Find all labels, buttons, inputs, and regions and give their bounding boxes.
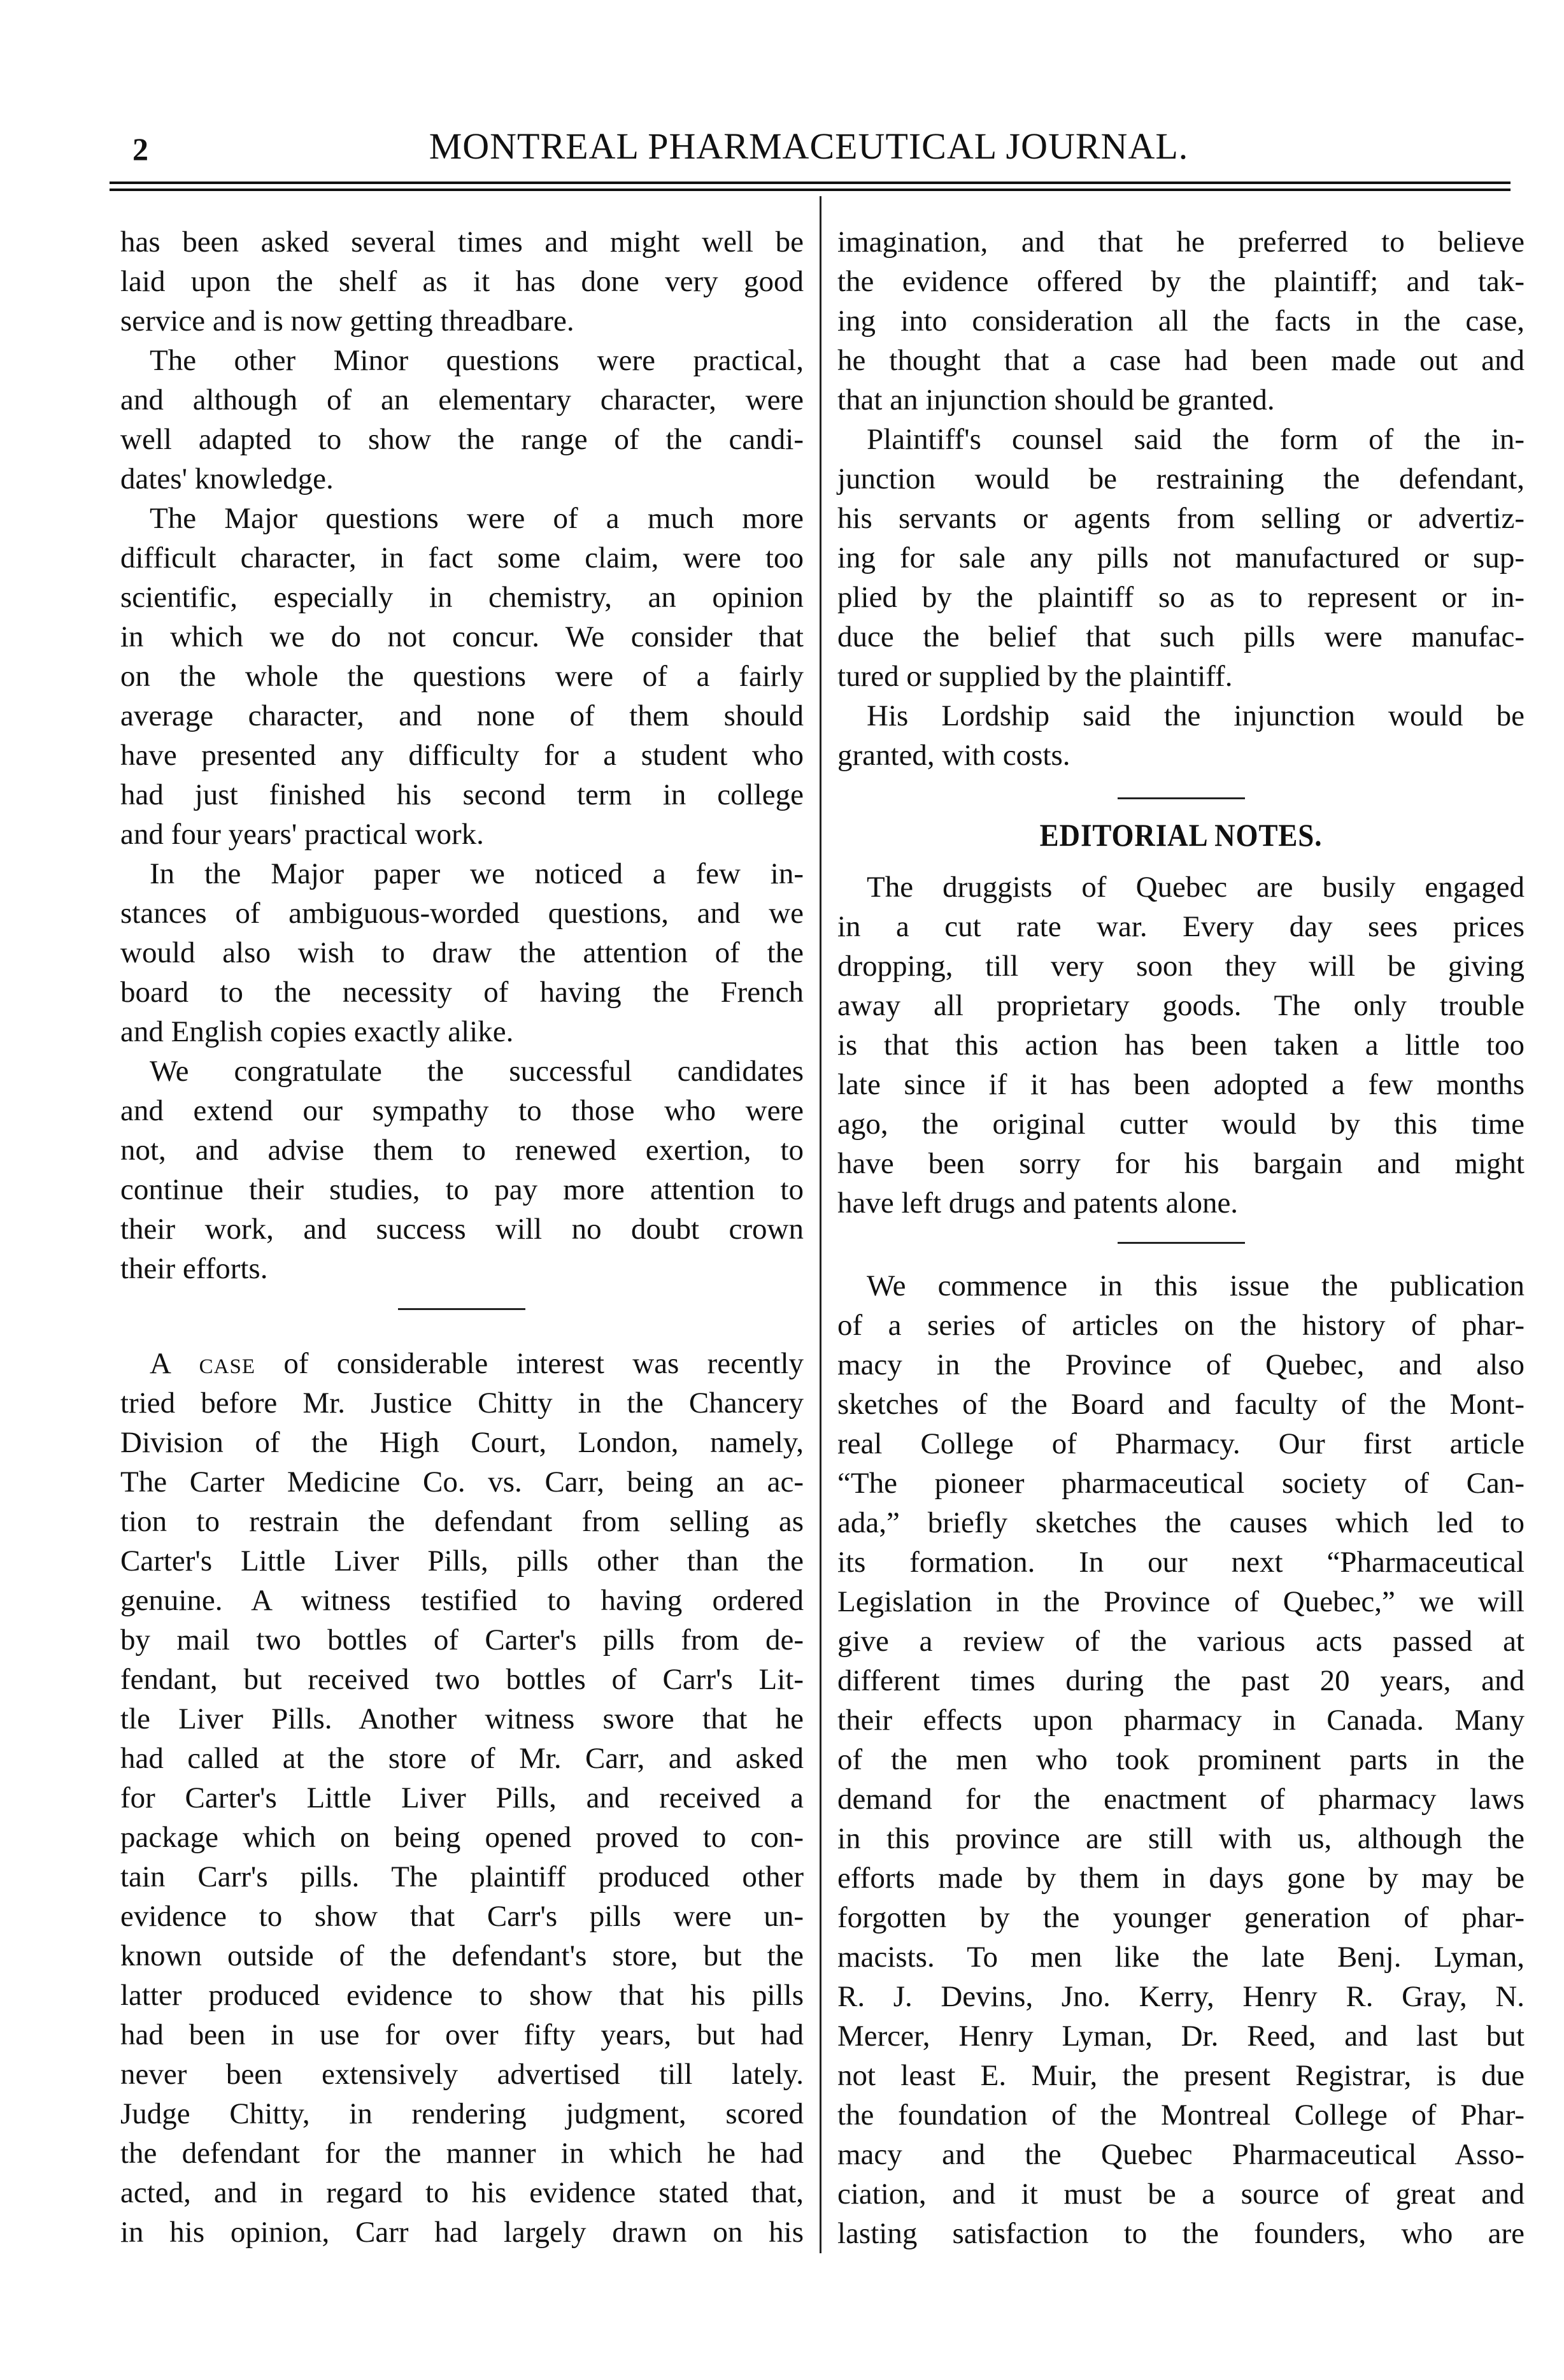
text-line: R. J. Devins, Jno. Kerry, Henry R. Gray, N. [837,1980,1525,2013]
page-number: 2 [132,131,148,167]
lead-in-rest: of considerable interest was recently [283,1347,804,1380]
text-line: Plaintiff's counsel said the form of the in- [867,423,1525,456]
text-line: has been asked several times and might well be [120,225,804,259]
journal-title: MONTREAL PHARMACEUTICAL JOURNAL. [429,125,1189,167]
text-line: of a series of articles on the history of phar- [837,1309,1525,1342]
text-line: their effects upon pharmacy in Canada. Many [837,1704,1525,1737]
text-line: board to the necessity of having the French [120,976,804,1009]
text-line: His Lordship said the injunction would be [867,699,1525,732]
text-line: his servants or agents from selling or advertiz- [837,502,1525,535]
text-line: genuine. A witness testified to having ordered [120,1584,804,1617]
text-line: away all proprietary goods. The only trouble [837,989,1525,1022]
header-rule-top [110,182,1511,184]
column-divider [820,196,821,2253]
text-line: We congratulate the successful candidates [150,1055,804,1088]
text-line: late since if it has been adopted a few months [837,1068,1525,1101]
text-line: average character, and none of them should [120,699,804,732]
text-line: he thought that a case had been made out and [837,344,1525,377]
text-line: had just finished his second term in college [120,778,804,811]
text-line: and English copies exactly alike. [120,1015,514,1048]
text-line: ago, the original cutter would by this time [837,1108,1525,1141]
text-line: lasting satisfaction to the founders, who are [837,2217,1525,2250]
text-line: and extend our sympathy to those who were [120,1094,804,1127]
text-line: Judge Chitty, in rendering judgment, scored [120,2097,804,2130]
text-line: laid upon the shelf as it has done very good [120,265,804,298]
text-line: is that this action has been taken a little too [837,1029,1525,1062]
text-line: macists. To men like the late Benj. Lyman, [837,1941,1525,1974]
text-line: The Carter Medicine Co. vs. Carr, being an ac- [120,1465,804,1499]
text-line: have left drugs and patents alone. [837,1186,1239,1220]
text-line: efforts made by them in days gone by may be [837,1862,1525,1895]
text-line: dates' knowledge. [120,462,334,495]
text-line: tured or supplied by the plaintiff. [837,660,1233,693]
lead-in-small-caps: A case [150,1347,256,1380]
text-line: Division of the High Court, London, namely, [120,1426,804,1459]
right-column-continued-article [837,222,1525,775]
editorial-note-cut-rate-war [837,867,1525,1223]
text-line: latter produced evidence to show that his pills [120,1979,804,2012]
text-line: In the Major paper we noticed a few in- [150,857,804,890]
text-line: dropping, till very soon they will be giving [837,950,1525,983]
text-line: demand for the enactment of pharmacy laws [837,1783,1525,1816]
text-line: real College of Pharmacy. Our first article [837,1427,1525,1460]
text-line: have presented any difficulty for a student who [120,739,804,772]
text-line: granted, with costs. [837,739,1070,772]
text-line: had been in use for over fifty years, but had [120,2018,804,2051]
text-line: ciation, and it must be a source of great and [837,2177,1525,2211]
text-line: give a review of the various acts passed at [837,1625,1525,1658]
text-line: in his opinion, Carr had largely drawn on his [120,2216,804,2249]
text-line: well adapted to show the range of the candi- [120,423,804,456]
text-line: tle Liver Pills. Another witness swore that he [120,1702,804,1735]
text-line: ing for sale any pills not manufactured or sup- [837,541,1525,574]
left-column-continued-article [120,222,804,1288]
text-line: Legislation in the Province of Quebec,” we will [837,1585,1525,1618]
text-line: the evidence offered by the plaintiff; and tak- [837,265,1525,298]
text-line: tion to restrain the defendant from selling as [120,1505,804,1538]
text-line: not least E. Muir, the present Registrar, is due [837,2059,1525,2092]
text-line: The Major questions were of a much more [150,502,804,535]
text-line: package which on being opened proved to con- [120,1821,804,1854]
text-line: ing into consideration all the facts in the case, [837,304,1525,338]
case-article [120,1344,804,2252]
text-line: forgotten by the younger generation of phar- [837,1901,1525,1934]
text-line: junction would be restraining the defendant, [837,462,1525,495]
text-line: “The pioneer pharmaceutical society of Can- [837,1467,1525,1500]
text-line: that an injunction should be granted. [837,383,1275,417]
text-line: not, and advise them to renewed exertion, to [120,1134,804,1167]
text-line: would also wish to draw the attention of the [120,936,804,969]
text-line: fendant, but received two bottles of Carr's Lit- [120,1663,804,1696]
text-line: plied by the plaintiff so as to represent or in- [837,581,1525,614]
text-line: macy and the Quebec Pharmaceutical Asso- [837,2138,1525,2171]
text-line: of the men who took prominent parts in the [837,1743,1525,1776]
text-line: and four years' practical work. [120,818,484,851]
section-rule [1118,797,1245,799]
text-line: Mercer, Henry Lyman, Dr. Reed, and last but [837,2020,1525,2053]
text-line: and although of an elementary character, were [120,383,804,417]
text-line: We commence in this issue the publication [867,1269,1525,1302]
text-line: ada,” briefly sketches the causes which led to [837,1506,1525,1539]
text-line: evidence to show that Carr's pills were un- [120,1900,804,1933]
text-line: stances of ambiguous-worded questions, and we [120,897,804,930]
text-line: never been extensively advertised till lately. [120,2058,804,2091]
text-line: the defendant for the manner in which he had [120,2137,804,2170]
section-rule [1118,1242,1245,1244]
text-line: for Carter's Little Liver Pills, and received a [120,1781,804,1814]
text-line: in a cut rate war. Every day sees prices [837,910,1525,943]
header-rule-bottom [110,189,1511,191]
text-line: different times during the past 20 years, and [837,1664,1525,1697]
text-line: service and is now getting threadbare. [120,304,574,338]
editorial-notes-heading: EDITORIAL NOTES. [1039,817,1323,853]
text-line: tried before Mr. Justice Chitty in the Chancery [120,1386,804,1420]
text-line: in which we do not concur. We consider that [120,620,804,653]
text-line: the foundation of the Montreal College of Phar- [837,2099,1525,2132]
section-rule [398,1308,525,1310]
text-line [120,1344,804,1383]
text-line: in this province are still with us, although the [837,1822,1525,1855]
text-line: duce the belief that such pills were manufac- [837,620,1525,653]
text-line: acted, and in regard to his evidence stated that, [120,2176,804,2209]
text-line: The other Minor questions were practical, [150,344,804,377]
text-line: on the whole the questions were of a fairly [120,660,804,693]
text-line: had called at the store of Mr. Carr, and asked [120,1742,804,1775]
text-line: known outside of the defendant's store, but the [120,1939,804,1972]
text-line: imagination, and that he preferred to believe [837,225,1525,259]
text-line: sketches of the Board and faculty of the Mont- [837,1388,1525,1421]
text-line: The druggists of Quebec are busily engaged [867,871,1525,904]
text-line: macy in the Province of Quebec, and also [837,1348,1525,1381]
text-line: their efforts. [120,1252,268,1285]
text-line: their work, and success will no doubt crown [120,1213,804,1246]
text-line: its formation. In our next “Pharmaceutical [837,1546,1525,1579]
text-line: have been sorry for his bargain and might [837,1147,1525,1180]
text-line: difficult character, in fact some claim, were too [120,541,804,574]
text-line: continue their studies, to pay more attention to [120,1173,804,1206]
text-line: tain Carr's pills. The plaintiff produced other [120,1860,804,1893]
text-line: Carter's Little Liver Pills, pills other than the [120,1544,804,1578]
editorial-note-history-series [837,1266,1525,2253]
text-line: scientific, especially in chemistry, an opinion [120,581,804,614]
text-line: by mail two bottles of Carter's pills from de- [120,1623,804,1657]
